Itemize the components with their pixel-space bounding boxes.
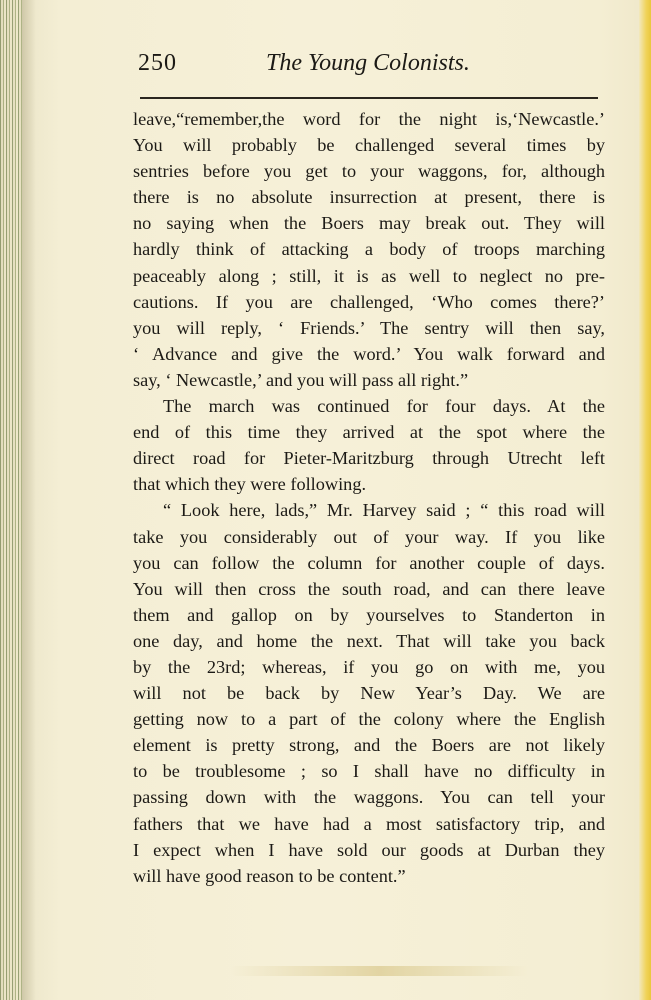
text-line: direct road for Pieter-Maritzburg through Utrecht left	[133, 448, 605, 469]
text-line: to be troublesome ; so I shall have no difficulty in	[133, 761, 605, 782]
body-text	[133, 106, 605, 889]
book-binding-edge	[0, 0, 22, 1000]
text-line: no saying when the Boers may break out. They will	[133, 213, 605, 234]
text-line: will have good reason to be content.”	[133, 865, 406, 886]
text-line: one day, and home the next. That will take you back	[133, 630, 605, 651]
text-line: element is pretty strong, and the Boers are not likely	[133, 735, 605, 756]
text-line: getting now to a part of the colony where the English	[133, 709, 605, 730]
text-line: “ Look here, lads,” Mr. Harvey said ; “ this road will	[163, 500, 605, 521]
text-line: say, ‘ Newcastle,’ and you will pass all right.”	[133, 369, 469, 390]
page-right-edge	[639, 0, 651, 1000]
text-line: you will reply, ‘ Friends.’ The sentry will then say,	[133, 317, 605, 338]
text-line: that which they were following.	[133, 474, 367, 495]
running-header	[138, 50, 598, 86]
text-line: fathers that we have had a most satisfactory trip, and	[133, 813, 605, 834]
gutter-shadow	[22, 0, 36, 1000]
text-line: You will then cross the south road, and can there leave	[133, 578, 605, 599]
text-line: will not be back by New Year’s Day. We are	[133, 683, 605, 704]
header-rule	[140, 97, 598, 99]
text-line: You will probably be challenged several times by	[133, 135, 605, 156]
text-line: peaceably along ; still, it is as well to neglect no pre-	[133, 265, 605, 286]
text-line: take you considerably out of your way. If you like	[133, 526, 605, 547]
text-line: there is no absolute insurrection at present, there is	[133, 187, 605, 208]
text-line: ‘ Advance and give the word.’ You walk forward and	[133, 343, 605, 364]
running-title: The Young Colonists.	[266, 50, 470, 76]
text-line: leave,“remember,the word for the night is,‘Newcastle.’	[133, 109, 605, 129]
text-line: end of this time they arrived at the spot where the	[133, 422, 605, 443]
page-number: 250	[138, 50, 177, 76]
text-line: you can follow the column for another couple of days.	[133, 552, 605, 573]
text-line: I expect when I have sold our goods at Durban they	[133, 839, 605, 860]
text-line: passing down with the waggons. You can tell your	[133, 787, 605, 808]
text-line: hardly think of attacking a body of troops marching	[133, 239, 605, 260]
text-line: The march was continued for four days. At the	[163, 396, 605, 417]
text-line: them and gallop on by yourselves to Standerton in	[133, 604, 605, 625]
text-line: by the 23rd; whereas, if you go on with me, you	[133, 656, 605, 677]
text-line: sentries before you get to your waggons, for, although	[133, 161, 605, 182]
text-line: cautions. If you are challenged, ‘Who comes there?’	[133, 291, 605, 312]
paper-stain	[230, 966, 530, 976]
